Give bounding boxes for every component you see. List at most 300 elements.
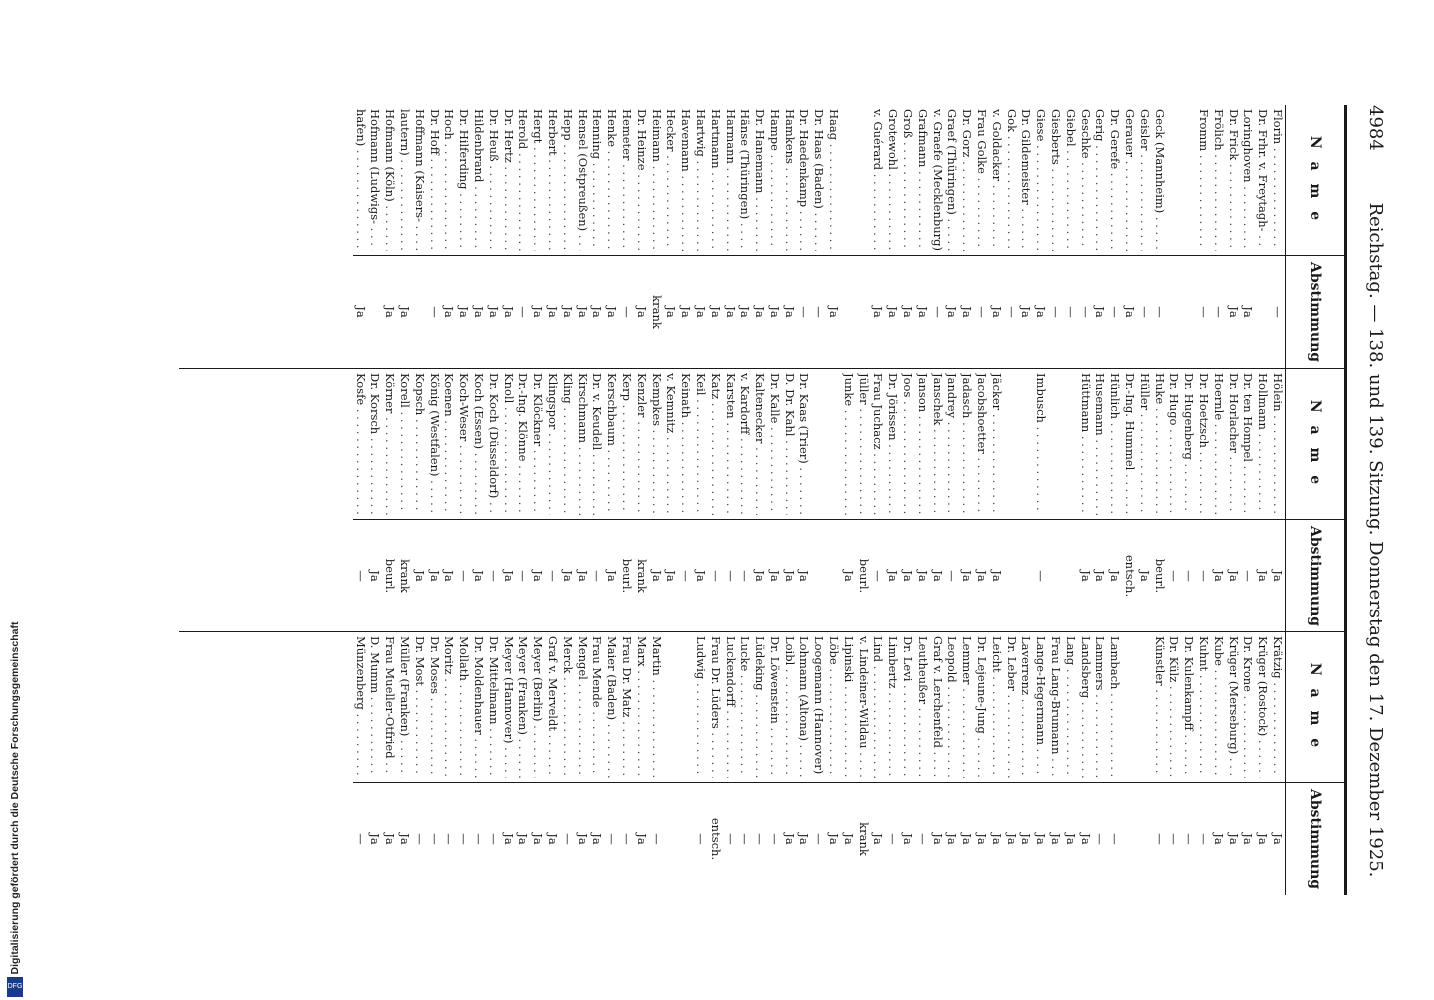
vote-value: Ja: [590, 782, 605, 895]
table-row: [545, 632, 560, 895]
table-row: [1241, 632, 1256, 895]
member-name: Koch-Weser . . .: [456, 373, 471, 515]
table-row: [678, 369, 693, 632]
member-name: Imbusch . . .: [1033, 373, 1048, 515]
table-row: [501, 632, 516, 895]
table-row: [812, 369, 827, 632]
member-name: Hünlich . . .: [1107, 373, 1122, 515]
table-row: [456, 105, 471, 368]
member-name: Florin . . .: [1270, 109, 1285, 251]
table-row: [900, 105, 915, 368]
table-row: [841, 632, 856, 895]
vote-value: Ja: [871, 255, 886, 368]
member-name: Dr. Hilferding . . .: [456, 109, 471, 251]
table-row: [368, 632, 383, 895]
member-name: Marx . . .: [634, 636, 649, 778]
vote-value: [1019, 519, 1034, 632]
member-name: Kosfe . . .: [353, 373, 368, 515]
table-row: [974, 105, 989, 368]
vote-value: —: [516, 255, 531, 368]
vote-value: Ja: [501, 519, 516, 632]
member-name: Henning . . .: [590, 109, 605, 251]
page-header: [1361, 105, 1389, 895]
table-row: [797, 369, 812, 632]
table-row: [649, 369, 664, 632]
member-name: Dr.-Ing. Hummel . . .: [1122, 373, 1137, 515]
table-row: [1122, 105, 1137, 368]
vote-value: —: [812, 782, 827, 895]
table-row: [1226, 632, 1241, 895]
vote-value: Ja: [930, 782, 945, 895]
vote-value: [1137, 782, 1152, 895]
table-row: [693, 369, 708, 632]
vote-value: —: [1211, 255, 1226, 368]
table-row: [368, 369, 383, 632]
vote-value: —: [1033, 519, 1048, 632]
member-name: Hartmann . . .: [708, 109, 723, 251]
table-row: [871, 632, 886, 895]
table-row: [797, 632, 812, 895]
member-name: König (Westfalen) . . .: [427, 373, 442, 515]
table-row: [1270, 105, 1285, 368]
table-row: [1063, 632, 1078, 895]
vote-value: [812, 519, 827, 632]
page-number: 4984: [1365, 105, 1386, 151]
table-row: [1167, 105, 1182, 368]
table-row: [516, 105, 531, 368]
vote-value: Ja: [471, 519, 486, 632]
member-name: Dr. Hertz . . .: [501, 109, 516, 251]
member-name: Frau Dr. Lüders . . .: [708, 636, 723, 778]
vote-value: Ja: [752, 255, 767, 368]
member-name: Dr. Gerefe . . .: [1107, 109, 1122, 251]
member-name: Herold . . .: [516, 109, 531, 251]
member-name: Dr. Jörissen . . .: [885, 373, 900, 515]
table-row: [486, 105, 501, 368]
table-row: [767, 369, 782, 632]
member-name: Hergt . . .: [530, 109, 545, 251]
vote-value: —: [1270, 255, 1285, 368]
member-name: Geisler . . .: [1137, 109, 1152, 251]
vote-value: Ja: [634, 782, 649, 895]
member-name: Dr. Hanemann . . .: [752, 109, 767, 251]
table-row: [708, 632, 723, 895]
vote-value: —: [1152, 782, 1167, 895]
table-row: [516, 632, 531, 895]
vote-value: [1004, 519, 1019, 632]
table-row: [604, 105, 619, 368]
table-row: [826, 105, 841, 368]
vote-value: [1122, 782, 1137, 895]
vote-value: —: [471, 782, 486, 895]
table-row: [590, 632, 605, 895]
vote-value: [826, 519, 841, 632]
table-row: [471, 632, 486, 895]
vote-value: Ja: [989, 519, 1004, 632]
vote-value: —: [708, 519, 723, 632]
member-name: Katz . . .: [708, 373, 723, 515]
member-name: Hofmann (Köln) . . .: [382, 109, 397, 251]
member-name: Laverrenz . . .: [1019, 636, 1034, 778]
member-name: Hoernle . . .: [1211, 373, 1226, 515]
vote-value: Ja: [530, 782, 545, 895]
vote-value: Ja: [1137, 519, 1152, 632]
table-row: [856, 632, 871, 895]
table-row: [560, 105, 575, 368]
member-name: v. Lindeiner-Wildau . . .: [856, 636, 871, 778]
member-name: Körner . . .: [382, 373, 397, 515]
vote-value: Ja: [604, 519, 619, 632]
name-header: N a m e: [1307, 662, 1323, 752]
table-row: [1122, 632, 1137, 895]
vote-value: Ja: [930, 519, 945, 632]
member-name: Dr. Levi . . .: [900, 636, 915, 778]
member-name: Hoffmann (Kaisers- . . .: [412, 109, 427, 251]
vote-value: —: [1167, 519, 1182, 632]
vote-value: Ja: [471, 255, 486, 368]
vote-value: —: [723, 782, 738, 895]
member-name: Graef (Thüringen) . . .: [945, 109, 960, 251]
table-row: [678, 105, 693, 368]
member-name: Dr. Kaas (Trier) . . .: [797, 373, 812, 515]
vote-value: Ja: [693, 255, 708, 368]
member-name: Dr. Heuß . . .: [486, 109, 501, 251]
member-name: Karsten . . .: [723, 373, 738, 515]
member-name: Frau Lang-Brumann . . .: [1048, 636, 1063, 778]
table-row: [738, 369, 753, 632]
table-row: [708, 105, 723, 368]
member-name: Leicht . . .: [989, 636, 1004, 778]
vote-value: Ja: [456, 255, 471, 368]
vote-value: —: [1078, 255, 1093, 368]
vote-value: Ja: [1226, 782, 1241, 895]
member-name: Dr. Korsch . . .: [368, 373, 383, 515]
vote-value: —: [1107, 782, 1122, 895]
member-name: Mengel . . .: [575, 636, 590, 778]
table-row: [1167, 632, 1182, 895]
vote-value: —: [353, 782, 368, 895]
table-row: [1270, 632, 1285, 895]
table-row: [708, 369, 723, 632]
table-row: [930, 632, 945, 895]
vote-value: [412, 255, 427, 368]
table-row: [1019, 632, 1034, 895]
table-row: [1004, 369, 1019, 632]
vote-value: Ja: [900, 782, 915, 895]
table-row: [456, 632, 471, 895]
member-name: Harmann . . .: [723, 109, 738, 251]
member-name: Dr. Haas (Baden) . . .: [812, 109, 827, 251]
member-name: Meyer (Berlin) . . .: [530, 636, 545, 778]
vote-value: Ja: [516, 782, 531, 895]
member-name: Kenzler . . .: [634, 373, 649, 515]
table-row: [989, 369, 1004, 632]
table-row: [989, 632, 1004, 895]
member-name: v. Goldacker . . .: [989, 109, 1004, 251]
vote-value: Ja: [989, 782, 1004, 895]
member-name: Dr. Frhr. v. Freytagh- . . .: [1255, 109, 1270, 251]
member-name: Graf v. Merveldt . . .: [545, 636, 560, 778]
vote-value: krank: [856, 782, 871, 895]
table-row: [945, 369, 960, 632]
member-name: Keil . . .: [693, 373, 708, 515]
vote-value: Ja: [1033, 255, 1048, 368]
member-name: Dr. Hoff . . .: [427, 109, 442, 251]
table-row: [634, 632, 649, 895]
vote-value: —: [1063, 255, 1078, 368]
vote-header: Abstimmung: [1286, 255, 1344, 368]
table-row: [397, 369, 412, 632]
table-row: [382, 632, 397, 895]
vote-value: —: [516, 519, 531, 632]
member-name: Meyer (Hannover) . . .: [501, 636, 516, 778]
vote-value: Ja: [974, 519, 989, 632]
vote-value: Ja: [693, 519, 708, 632]
member-name: Graf v. Lerchenfeld . . .: [930, 636, 945, 778]
table-row: [738, 105, 753, 368]
table-row: [856, 105, 871, 368]
member-name: Giesberts . . .: [1048, 109, 1063, 251]
vote-value: Ja: [530, 255, 545, 368]
vote-value: —: [1137, 255, 1152, 368]
vote-value: [856, 255, 871, 368]
vote-value: Ja: [752, 519, 767, 632]
member-name: Dr. Frick . . .: [1226, 109, 1241, 251]
vote-value: Ja: [442, 519, 457, 632]
table-row: [353, 632, 368, 895]
vote-value: beurl.: [619, 519, 634, 632]
table-row: [590, 369, 605, 632]
member-name: Giebel . . .: [1063, 109, 1078, 251]
vote-value: —: [560, 782, 575, 895]
table-row: [1019, 105, 1034, 368]
table-row: [1004, 105, 1019, 368]
table-row: [1211, 105, 1226, 368]
member-name: Koenen . . .: [442, 373, 457, 515]
member-name: Giese . . .: [1033, 109, 1048, 251]
table-row: [368, 105, 383, 368]
vote-value: Ja: [545, 782, 560, 895]
member-name: Gok . . .: [1004, 109, 1019, 251]
table-row: [723, 632, 738, 895]
vote-value: Ja: [915, 519, 930, 632]
vote-value: Ja: [959, 255, 974, 368]
vote-value: —: [604, 782, 619, 895]
table-row: [604, 632, 619, 895]
table-row: [471, 369, 486, 632]
table-row: [930, 105, 945, 368]
member-name: Hölein . . .: [1270, 373, 1285, 515]
vote-value: Ja: [782, 255, 797, 368]
member-name: Dr. Koch (Düsseldorf) . . .: [486, 373, 501, 515]
member-name: Hänse (Thüringen) . . .: [738, 109, 753, 251]
table-row: [634, 105, 649, 368]
member-name: v. Guérard . . .: [871, 109, 886, 251]
member-name: Ludwig . . .: [693, 636, 708, 778]
member-name: Kube . . .: [1211, 636, 1226, 778]
table-row: [442, 105, 457, 368]
table-row: [945, 105, 960, 368]
vote-value: Ja: [575, 519, 590, 632]
member-name: Krätzig . . .: [1270, 636, 1285, 778]
member-name: Landsberg . . .: [1078, 636, 1093, 778]
table-row: [1093, 632, 1108, 895]
vote-value: Ja: [900, 519, 915, 632]
member-name: Hartwig . . .: [693, 109, 708, 251]
member-name: Münzenberg . . .: [353, 636, 368, 778]
vote-value: —: [1048, 255, 1063, 368]
vote-value: krank: [634, 519, 649, 632]
member-name: Dr. Klöckner . . .: [530, 373, 545, 515]
member-name: Geck (Mannheim) . . .: [1152, 109, 1167, 251]
member-name: Hüller . . .: [1137, 373, 1152, 515]
vote-value: Ja: [1063, 782, 1078, 895]
vote-value: —: [693, 782, 708, 895]
table-row: [590, 105, 605, 368]
vote-value: —: [486, 782, 501, 895]
table-row: [530, 632, 545, 895]
vote-value: —: [1004, 255, 1019, 368]
table-row: [693, 632, 708, 895]
member-name: Künstler . . .: [1152, 636, 1167, 778]
vote-value: Ja: [604, 255, 619, 368]
vote-value: —: [427, 255, 442, 368]
member-name: Kerschbaum . . .: [604, 373, 619, 515]
table-row: [1226, 105, 1241, 368]
table-row: [1255, 105, 1270, 368]
table-row: [782, 369, 797, 632]
member-name: Lind . . .: [871, 636, 886, 778]
member-name: Junke . . .: [841, 373, 856, 515]
member-name: Kirschmann . . .: [575, 373, 590, 515]
table-row: [649, 105, 664, 368]
member-name: Gerig . . .: [1093, 109, 1108, 251]
table-row: [427, 632, 442, 895]
vote-value: beurl.: [856, 519, 871, 632]
table-row: [915, 105, 930, 368]
vote-value: —: [442, 782, 457, 895]
member-name: Hamkens . . .: [782, 109, 797, 251]
table-column: [179, 631, 1347, 895]
vote-value: krank: [649, 255, 664, 368]
table-row: [945, 632, 960, 895]
table-row: [1226, 369, 1241, 632]
vote-value: Ja: [560, 519, 575, 632]
table-row: [871, 105, 886, 368]
vote-value: —: [915, 782, 930, 895]
vote-value: —: [590, 519, 605, 632]
vote-value: —: [1241, 519, 1256, 632]
vote-value: Ja: [1078, 519, 1093, 632]
table-row: [959, 369, 974, 632]
member-name: Korell . . .: [397, 373, 412, 515]
member-name: Dr. Löwenstein . . .: [767, 636, 782, 778]
vote-value: —: [1167, 782, 1182, 895]
member-name: Dr. Gildemeister . . .: [1019, 109, 1034, 251]
table-row: [1137, 632, 1152, 895]
table-row: [545, 369, 560, 632]
member-name: Merck . . .: [560, 636, 575, 778]
vote-value: Ja: [501, 255, 516, 368]
vote-value: beurl.: [382, 519, 397, 632]
table-row: [1004, 632, 1019, 895]
table-row: [841, 369, 856, 632]
vote-value: —: [1107, 255, 1122, 368]
member-name: Janschek . . .: [930, 373, 945, 515]
vote-value: Ja: [664, 255, 679, 368]
vote-value: Ja: [382, 782, 397, 895]
table-row: [1152, 632, 1167, 895]
member-name: Husemann . . .: [1093, 373, 1108, 515]
vote-value: Ja: [397, 782, 412, 895]
table-row: [1137, 105, 1152, 368]
table-row: [1078, 105, 1093, 368]
table-row: [1048, 632, 1063, 895]
vote-value: [664, 782, 679, 895]
member-name: Hecker . . .: [664, 109, 679, 251]
vote-value: Ja: [1093, 255, 1108, 368]
vote-value: Ja: [382, 255, 397, 368]
member-name: v. Kardorff . . .: [738, 373, 753, 515]
vote-value: beurl.: [1152, 519, 1167, 632]
member-name: Dr. Gorz . . .: [959, 109, 974, 251]
vote-value: [841, 255, 856, 368]
vote-value: Ja: [1004, 782, 1019, 895]
vote-value: Ja: [1107, 519, 1122, 632]
member-name: Dr. Most . . .: [412, 636, 427, 778]
table-row: [1093, 105, 1108, 368]
table-row: [1033, 369, 1048, 632]
member-name: Gerauer . . .: [1122, 109, 1137, 251]
table-row: [989, 105, 1004, 368]
vote-table: [182, 105, 1347, 895]
vote-value: Ja: [1122, 255, 1137, 368]
vote-value: Ja: [797, 782, 812, 895]
member-name: Dr. Hugenberg . . .: [1181, 373, 1196, 515]
member-name: Hampe . . .: [767, 109, 782, 251]
vote-value: Ja: [353, 255, 368, 368]
vote-value: —: [1196, 519, 1211, 632]
table-row: [1137, 369, 1152, 632]
member-name: Keinath . . .: [678, 373, 693, 515]
vote-value: —: [1196, 782, 1211, 895]
table-column: [179, 368, 1347, 632]
member-name: Dr. Lejeune-Jung . . .: [974, 636, 989, 778]
table-row: [1078, 632, 1093, 895]
member-name: Dr. Hugo . . .: [1167, 373, 1182, 515]
vote-value: —: [723, 519, 738, 632]
table-row: [752, 105, 767, 368]
table-row: [752, 369, 767, 632]
table-row: [915, 632, 930, 895]
table-row: [900, 632, 915, 895]
vote-value: Ja: [738, 255, 753, 368]
vote-value: —: [738, 519, 753, 632]
vote-value: —: [1196, 255, 1211, 368]
vote-value: Ja: [945, 782, 960, 895]
member-name: Knoll . . .: [501, 373, 516, 515]
table-row: [412, 632, 427, 895]
table-row: [693, 105, 708, 368]
table-row: [812, 105, 827, 368]
member-name: Frau Golke . . .: [974, 109, 989, 251]
vote-value: —: [812, 255, 827, 368]
member-name: Lambach . . .: [1107, 636, 1122, 778]
member-name: Geschke . . .: [1078, 109, 1093, 251]
column-header: [1285, 105, 1344, 368]
table-row: [501, 105, 516, 368]
vote-value: Ja: [885, 255, 900, 368]
